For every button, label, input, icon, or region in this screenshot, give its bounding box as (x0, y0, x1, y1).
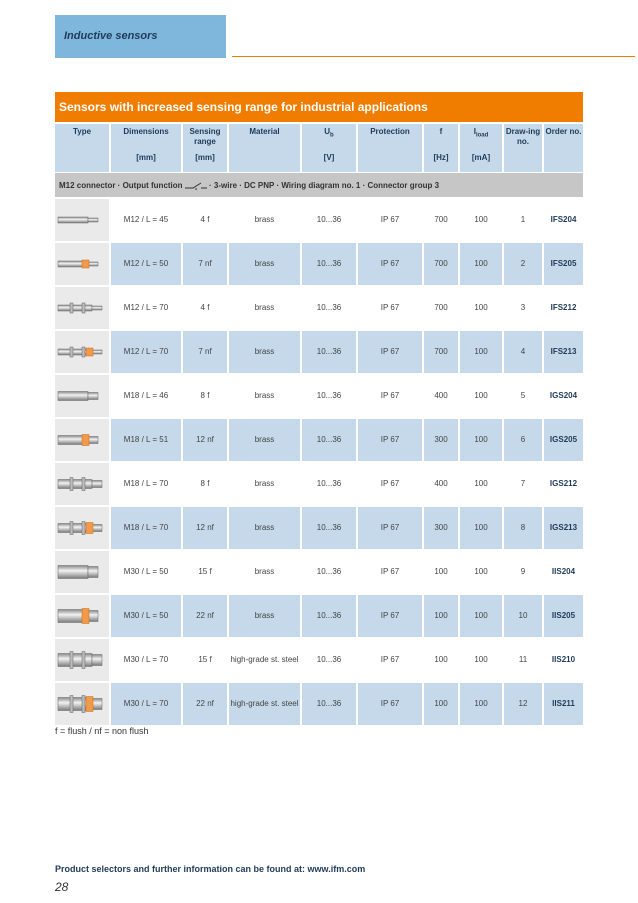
cell-dimensions: M18 / L = 70 (123, 479, 169, 488)
cell-iload: 100 (460, 419, 502, 461)
sensor-image-m12-short (55, 199, 109, 241)
switch-symbol-icon (185, 182, 207, 190)
cell-range: 15 f (198, 655, 212, 664)
order-number: IGS205 (544, 419, 583, 461)
cell-ub: 10...36 (316, 567, 342, 576)
column-header-label: f (439, 127, 443, 136)
cell-f: 700 (434, 215, 448, 224)
section-header-text (59, 181, 439, 190)
order-number: IFS204 (550, 215, 577, 224)
cell-f: 700 (434, 303, 448, 312)
cell-iload: 100 (460, 683, 502, 725)
cell-material: brass (229, 595, 300, 637)
cell-protection: IP 67 (380, 391, 400, 400)
cell-ub: 10...36 (316, 215, 342, 224)
order-number: IGS213 (544, 507, 583, 549)
cell-ub: 10...36 (316, 655, 342, 664)
column-header-6 (424, 124, 458, 172)
cell-f: 400 (434, 479, 448, 488)
column-header-label: Draw-ing no. (505, 127, 541, 146)
cell-ub: 10...36 (302, 683, 356, 725)
order-number: IIS211 (544, 683, 583, 725)
cell-material: high-grade st. steel (230, 655, 299, 664)
sensor-image-m30-short (55, 551, 109, 593)
cell-iload: 100 (460, 331, 502, 373)
cell-f: 100 (424, 595, 458, 637)
cell-ub: 10...36 (316, 303, 342, 312)
header-tab (55, 15, 226, 58)
column-header-unit: [mm] (195, 153, 215, 162)
cell-range: 12 nf (183, 507, 227, 549)
cell-protection: IP 67 (358, 595, 422, 637)
column-header-label: $U_b$ (324, 127, 334, 139)
cell-iload: 100 (474, 655, 488, 664)
cell-range: 22 nf (183, 595, 227, 637)
cell-dimensions: M12 / L = 70 (111, 331, 181, 373)
cell-drawing: 4 (504, 331, 542, 373)
cell-iload: 100 (460, 243, 502, 285)
column-header-2 (183, 124, 227, 172)
order-number: IFS205 (544, 243, 583, 285)
column-header-unit: [Hz] (433, 153, 449, 162)
column-header-label: Material (249, 127, 280, 136)
cell-drawing: 6 (504, 419, 542, 461)
cell-range: 7 nf (183, 331, 227, 373)
column-header-0 (55, 124, 109, 172)
cell-material: brass (229, 507, 300, 549)
cell-dimensions: M30 / L = 70 (123, 655, 169, 664)
cell-range: 7 nf (183, 243, 227, 285)
footnote: f = flush / nf = non flush (55, 726, 149, 736)
cell-material: high-grade st. steel (229, 683, 300, 725)
cell-drawing: 3 (520, 303, 526, 312)
cell-f: 300 (424, 507, 458, 549)
cell-drawing: 1 (520, 215, 526, 224)
column-header-7 (460, 124, 502, 172)
cell-protection: IP 67 (380, 303, 400, 312)
cell-ub: 10...36 (302, 331, 356, 373)
cell-material: brass (229, 331, 300, 373)
cell-iload: 100 (474, 303, 488, 312)
sensor-image-m12-long-orange (55, 331, 109, 373)
order-number: IIS210 (551, 655, 576, 664)
order-number: IFS213 (544, 331, 583, 373)
cell-material: brass (229, 419, 300, 461)
cell-f: 300 (424, 419, 458, 461)
sensor-image-m30-long (55, 639, 109, 681)
table-title-bar (55, 92, 583, 122)
column-header-label: Sensing range (189, 127, 221, 146)
cell-dimensions: M30 / L = 70 (111, 683, 181, 725)
page-number: 28 (55, 880, 69, 894)
column-header-unit: [V] (323, 153, 335, 162)
section-header (55, 173, 583, 197)
cell-range: 22 nf (183, 683, 227, 725)
order-number: IFS212 (550, 303, 577, 312)
cell-f: 100 (434, 655, 448, 664)
order-number: IIS205 (544, 595, 583, 637)
cell-material: brass (254, 303, 275, 312)
column-header-label: $I_{load}$ (473, 127, 489, 139)
cell-protection: IP 67 (380, 655, 400, 664)
cell-range: 4 f (200, 215, 210, 224)
cell-dimensions: M12 / L = 45 (123, 215, 169, 224)
cell-protection: IP 67 (358, 507, 422, 549)
cell-f: 400 (434, 391, 448, 400)
cell-ub: 10...36 (302, 243, 356, 285)
column-header-3 (229, 124, 300, 172)
cell-drawing: 12 (504, 683, 542, 725)
cell-material: brass (254, 479, 275, 488)
cell-ub: 10...36 (316, 391, 342, 400)
cell-material: brass (254, 215, 275, 224)
cell-ub: 10...36 (302, 507, 356, 549)
section-header-left: M12 connector · Output function (59, 181, 183, 190)
sensor-image-m18-long-orange (55, 507, 109, 549)
cell-dimensions: M12 / L = 70 (123, 303, 169, 312)
cell-iload: 100 (474, 391, 488, 400)
cell-f: 700 (424, 243, 458, 285)
cell-range: 8 f (200, 479, 210, 488)
column-header-label: Dimensions (123, 127, 169, 136)
cell-iload: 100 (474, 479, 488, 488)
cell-range: 12 nf (183, 419, 227, 461)
column-header-5 (358, 124, 422, 172)
cell-drawing: 5 (520, 391, 526, 400)
sensor-image-m12-long (55, 287, 109, 329)
sensor-image-m18-short-orange (55, 419, 109, 461)
cell-dimensions: M30 / L = 50 (111, 595, 181, 637)
cell-drawing: 2 (504, 243, 542, 285)
sensor-image-m30-long-orange (55, 683, 109, 725)
cell-dimensions: M18 / L = 70 (111, 507, 181, 549)
cell-drawing: 7 (520, 479, 526, 488)
column-header-label: Order no. (545, 127, 582, 136)
cell-protection: IP 67 (380, 215, 400, 224)
cell-range: 8 f (200, 391, 210, 400)
cell-range: 15 f (198, 567, 212, 576)
sensor-image-m30-short-orange (55, 595, 109, 637)
cell-dimensions: M18 / L = 46 (123, 391, 169, 400)
order-number: IGS204 (549, 391, 578, 400)
cell-ub: 10...36 (302, 419, 356, 461)
cell-drawing: 11 (518, 655, 528, 664)
cell-iload: 100 (474, 567, 488, 576)
footer-text: Product selectors and further information can be found at: www.ifm.com (55, 864, 366, 874)
header-rule (232, 56, 635, 57)
cell-range: 4 f (200, 303, 210, 312)
header-tab-label: Inductive sensors (64, 30, 158, 42)
column-header-label: Protection (370, 127, 410, 136)
cell-f: 100 (424, 683, 458, 725)
cell-protection: IP 67 (358, 419, 422, 461)
cell-iload: 100 (474, 215, 488, 224)
cell-dimensions: M12 / L = 50 (111, 243, 181, 285)
cell-drawing: 8 (504, 507, 542, 549)
sensor-image-m12-short-orange (55, 243, 109, 285)
cell-dimensions: M18 / L = 51 (111, 419, 181, 461)
sensor-image-m18-long (55, 463, 109, 505)
cell-dimensions: M30 / L = 50 (123, 567, 169, 576)
cell-ub: 10...36 (302, 595, 356, 637)
table-title: Sensors with increased sensing range for industrial applications (59, 100, 428, 114)
column-header-unit: [mA] (471, 153, 491, 162)
column-header-1 (111, 124, 181, 172)
order-number: IIS204 (551, 567, 576, 576)
cell-material: brass (254, 391, 275, 400)
column-header-label: Type (72, 127, 92, 136)
column-header-8 (504, 124, 542, 172)
cell-protection: IP 67 (358, 683, 422, 725)
cell-drawing: 9 (520, 567, 526, 576)
section-header-right: · 3-wire · DC PNP · Wiring diagram no. 1 · Connector group 3 (209, 181, 440, 190)
cell-protection: IP 67 (380, 479, 400, 488)
cell-f: 700 (424, 331, 458, 373)
column-header-9 (544, 124, 583, 172)
sensor-image-m18-short (55, 375, 109, 417)
cell-drawing: 10 (504, 595, 542, 637)
cell-protection: IP 67 (358, 331, 422, 373)
column-header-unit: [mm] (136, 153, 156, 162)
cell-material: brass (229, 243, 300, 285)
cell-protection: IP 67 (358, 243, 422, 285)
cell-iload: 100 (460, 507, 502, 549)
column-header-4 (302, 124, 356, 172)
cell-material: brass (254, 567, 275, 576)
cell-ub: 10...36 (316, 479, 342, 488)
cell-f: 100 (434, 567, 448, 576)
cell-iload: 100 (460, 595, 502, 637)
cell-protection: IP 67 (380, 567, 400, 576)
order-number: IGS212 (549, 479, 578, 488)
